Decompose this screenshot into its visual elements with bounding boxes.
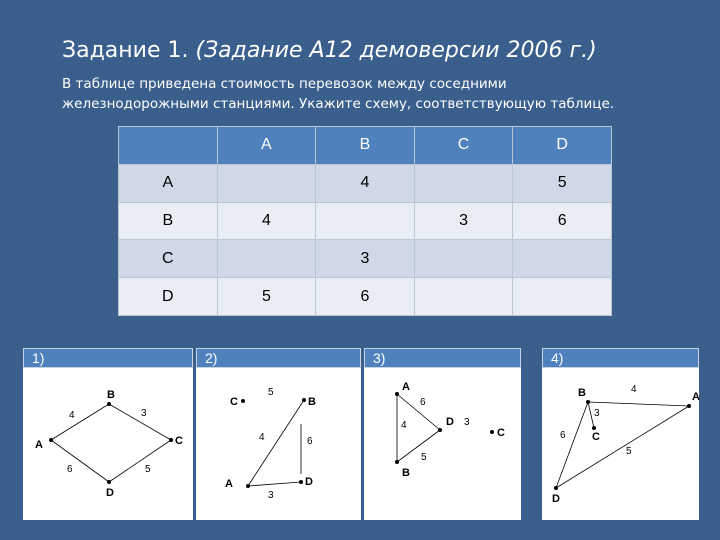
table-cell: B — [119, 202, 218, 240]
description-line-2: железнодорожными станциями. Укажите схему, соответствующую таблице. — [62, 96, 615, 112]
edge-b-d — [556, 402, 588, 488]
slide-title — [62, 38, 597, 63]
edge-c-d — [109, 440, 171, 482]
edge-weight: 3 — [141, 408, 147, 419]
vertex-label: C — [175, 435, 183, 447]
edge-weight: 4 — [259, 432, 265, 443]
table-cell: D — [119, 278, 218, 316]
table-cell: C — [119, 240, 218, 278]
vertex-dot — [490, 430, 494, 434]
edge-weight: 3 — [464, 417, 470, 428]
table-header-cell: D — [513, 127, 612, 165]
edge-b-a — [51, 404, 109, 440]
table-cell — [414, 164, 513, 202]
vertex-label: D — [446, 416, 454, 428]
table-row — [119, 164, 612, 202]
table-header-cell: B — [316, 127, 415, 165]
title-main: Задание 1. — [62, 38, 196, 63]
edge-a-d — [51, 440, 109, 482]
edge-weight: 6 — [307, 436, 313, 447]
option-4-label: 4) — [551, 350, 564, 366]
edge-weight: 5 — [421, 452, 427, 463]
table-row — [119, 240, 612, 278]
edge-b-d — [397, 430, 440, 462]
option-4-header — [542, 348, 699, 368]
vertex-dot — [299, 480, 303, 484]
option-2-header — [196, 348, 361, 368]
vertex-dot — [246, 484, 250, 488]
edge-weight: 5 — [145, 464, 151, 475]
vertex-dot — [687, 404, 691, 408]
table-cell: 6 — [513, 202, 612, 240]
vertex-label: A — [402, 381, 410, 393]
vertex-label: B — [402, 467, 410, 479]
vertex-label: B — [308, 396, 316, 408]
table-cell: 4 — [217, 202, 316, 240]
table-cell: A — [119, 164, 218, 202]
table-row — [119, 202, 612, 240]
table-cell — [513, 278, 612, 316]
vertex-label: B — [578, 387, 586, 399]
vertex-dot — [395, 392, 399, 396]
option-1-panel[interactable] — [23, 348, 193, 520]
option-2-panel[interactable] — [196, 348, 361, 520]
vertex-label: D — [552, 493, 560, 505]
table-cell: 5 — [217, 278, 316, 316]
title-source: (Задание А12 демоверсии 2006 г.) — [195, 38, 597, 63]
edge-weight: 5 — [268, 387, 274, 398]
edge-weight: 4 — [69, 410, 75, 421]
vertex-dot — [438, 428, 442, 432]
edge-weight: 5 — [626, 446, 632, 457]
table-header-cell: C — [414, 127, 513, 165]
table-cell — [513, 240, 612, 278]
option-2-label: 2) — [205, 350, 218, 366]
table-cell: 5 — [513, 164, 612, 202]
option-3-graph — [364, 368, 521, 520]
vertex-dot — [302, 398, 306, 402]
vertex-dot — [395, 460, 399, 464]
option-1-header — [23, 348, 193, 368]
option-3-panel[interactable] — [364, 348, 521, 520]
vertex-dot — [107, 480, 111, 484]
vertex-label: A — [692, 391, 700, 403]
vertex-label: C — [230, 396, 238, 408]
edge-b-a — [248, 400, 304, 486]
option-4-graph — [542, 368, 699, 520]
table-cell — [414, 240, 513, 278]
vertex-label: A — [35, 439, 43, 451]
edge-a-d — [248, 482, 301, 486]
edge-weight: 4 — [401, 420, 407, 431]
vertex-dot — [107, 402, 111, 406]
table-header-cell — [119, 127, 218, 165]
table-row — [119, 278, 612, 316]
table-cell — [217, 164, 316, 202]
option-4-panel[interactable] — [542, 348, 699, 520]
table-cell — [316, 202, 415, 240]
task-description — [62, 74, 702, 114]
vertex-label: A — [225, 478, 233, 490]
description-line-1: В таблице приведена стоимость перевозок между соседними — [62, 76, 507, 92]
edge-b-c — [109, 404, 171, 440]
vertex-dot — [241, 399, 245, 403]
edge-weight: 6 — [560, 430, 566, 441]
table-header-row — [119, 127, 612, 165]
option-3-label: 3) — [373, 350, 386, 366]
table-cell: 3 — [414, 202, 513, 240]
option-1-graph — [23, 368, 193, 520]
option-3-header — [364, 348, 521, 368]
option-2-graph — [196, 368, 361, 520]
vertex-dot — [592, 426, 596, 430]
vertex-label: D — [106, 487, 114, 499]
edge-weight: 4 — [631, 384, 637, 395]
table-cell: 4 — [316, 164, 415, 202]
table-header-cell: A — [217, 127, 316, 165]
edge-a-d — [556, 406, 689, 488]
answer-options — [23, 348, 699, 520]
vertex-label: B — [107, 389, 115, 401]
table-cell — [414, 278, 513, 316]
table-cell: 3 — [316, 240, 415, 278]
vertex-dot — [49, 438, 53, 442]
vertex-label: C — [497, 427, 505, 439]
edge-b-a — [588, 402, 689, 406]
cost-table — [118, 126, 612, 316]
option-1-label: 1) — [32, 350, 45, 366]
vertex-dot — [554, 486, 558, 490]
vertex-dot — [169, 438, 173, 442]
table-cell — [217, 240, 316, 278]
edge-weight: 6 — [67, 464, 73, 475]
edge-weight: 6 — [420, 397, 426, 408]
edge-weight: 3 — [594, 408, 600, 419]
vertex-label: C — [592, 431, 600, 443]
vertex-dot — [586, 400, 590, 404]
edge-weight: 3 — [268, 490, 274, 501]
vertex-label: D — [305, 476, 313, 488]
table-cell: 6 — [316, 278, 415, 316]
